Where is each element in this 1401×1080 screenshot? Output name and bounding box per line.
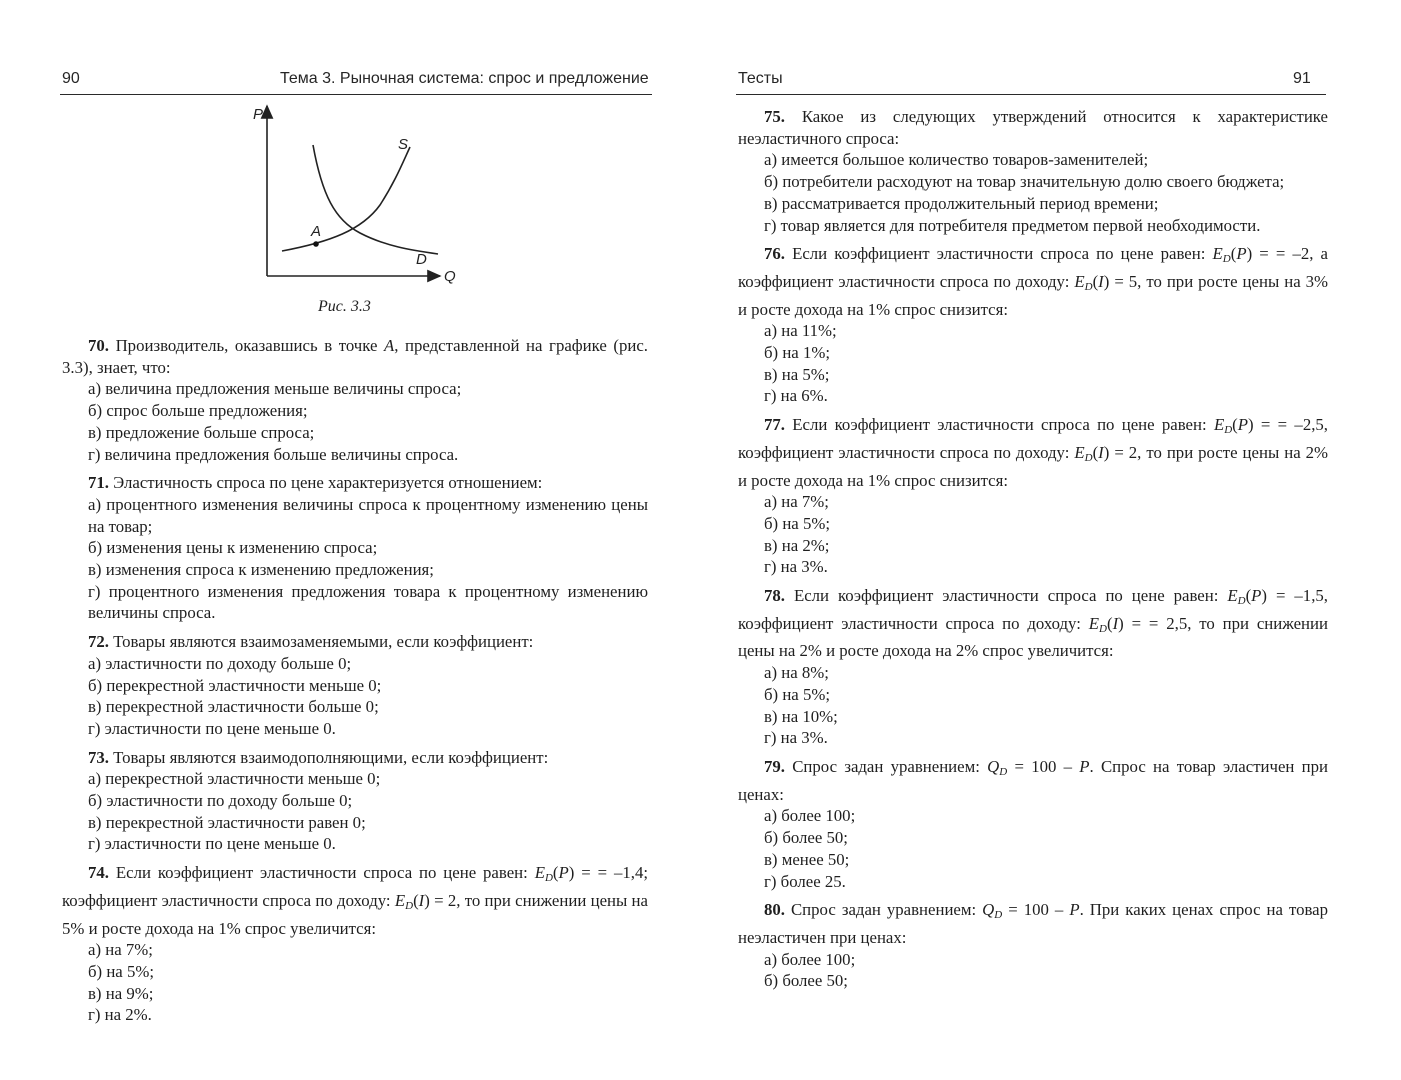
question-stem: 76. Если коэффициент эластичности спроса по цене равен: $E_D(P)$ = = –2, а коэффициент эластичности спроса по доходу: $E_D(I) = 5$, то при росте цены на 3% и росте дохода на 1% спрос снизится: — [738, 244, 1328, 319]
answer-option: г) более 25. — [764, 871, 846, 891]
answer-option: а) на 7%; — [764, 492, 829, 512]
answer-option: г) эластичности по цене меньше 0. — [88, 834, 336, 854]
question-77 — [738, 414, 1328, 578]
answer-option: в) изменения спроса к изменению предложения; — [88, 560, 434, 580]
header-rule — [736, 94, 1326, 95]
answer-option: г) на 6%. — [764, 386, 828, 406]
question-stem: 74. Если коэффициент эластичности спроса по цене равен: $E_D(P)$ = = –1,4; коэффициент эластичности спроса по доходу: $E_D(I) = 2$, то при снижении цены на 5% и росте дохода на 1% спрос увеличится: — [62, 863, 648, 938]
answer-option: б) на 5%; — [764, 684, 830, 704]
question-80 — [738, 899, 1328, 992]
answer-option: в) на 2%; — [764, 535, 830, 555]
question-stem: 71. Эластичность спроса по цене характеризуется отношением: — [88, 473, 543, 493]
question-stem: 78. Если коэффициент эластичности спроса по цене равен: $E_D(P) = -1,5$, коэффициент эластичности спроса по доходу: $E_D(I)$ = = 2,5, то при снижении цены на 2% и росте дохода на 2% спрос увеличится: — [738, 586, 1328, 661]
answer-option: г) величина предложения больше величины спроса. — [88, 444, 459, 464]
answer-option: б) более 50; — [764, 828, 848, 848]
answer-option: а) имеется большое количество товаров-заменителей; — [764, 150, 1149, 170]
answer-option: а) эластичности по доходу больше 0; — [88, 653, 352, 673]
answer-option: г) на 3%. — [764, 557, 828, 577]
header-rule — [60, 94, 652, 95]
figure-caption: Рис. 3.3 — [318, 298, 371, 315]
answer-option: б) на 1%; — [764, 343, 830, 363]
answer-option: а) величина предложения меньше величины спроса; — [88, 379, 462, 399]
question-stem: 79. Спрос задан уравнением: $Q_D = 100 - P$. Спрос на товар эластичен при ценах: — [738, 756, 1328, 804]
axis-label-p: P — [253, 106, 264, 123]
answer-option: б) спрос больше предложения; — [88, 401, 308, 421]
question-stem: 73. Товары являются взаимодополняющими, если коэффициент: — [88, 747, 549, 767]
answer-option: а) более 100; — [764, 949, 856, 969]
question-70 — [62, 335, 648, 465]
question-number: 70. — [88, 336, 109, 355]
question-stem: 70. Производитель, оказавшись в точке A, представленной на графике (рис. 3.3), знает, что: — [62, 336, 648, 377]
supply-demand-figure — [240, 100, 500, 290]
answer-option: б) перекрестной эластичности меньше 0; — [88, 675, 382, 695]
axis-label-q: Q — [444, 268, 456, 285]
answer-option: г) товар является для потребителя предметом первой необходимости. — [764, 215, 1261, 235]
answer-option: в) перекрестной эластичности равен 0; — [88, 812, 366, 832]
answer-option: г) на 3%. — [764, 728, 828, 748]
question-number: 73. — [88, 747, 109, 767]
question-number: 75. — [764, 107, 785, 126]
running-head: Тесты — [738, 70, 783, 87]
answer-option: а) перекрестной эластичности меньше 0; — [88, 769, 381, 789]
answer-option: г) эластичности по цене меньше 0. — [88, 718, 336, 738]
question-76 — [738, 243, 1328, 407]
answer-option: а) процентного изменения величины спроса к процентному изменению цены на товар; — [88, 494, 648, 536]
answer-option: б) на 5%; — [764, 513, 830, 533]
question-74 — [62, 862, 648, 1026]
question-number: 80. — [764, 900, 785, 920]
right-page — [700, 0, 1401, 1080]
answer-option: б) изменения цены к изменению спроса; — [88, 538, 378, 558]
left-questions — [62, 335, 648, 1026]
supply-curve — [282, 147, 410, 251]
answer-option: а) на 11%; — [764, 321, 837, 341]
answer-option: а) на 7%; — [88, 940, 153, 960]
question-number: 72. — [88, 632, 109, 652]
question-71 — [62, 472, 648, 624]
left-page — [0, 0, 700, 1080]
answer-option: а) более 100; — [764, 806, 856, 826]
point-label-a: A — [311, 223, 322, 240]
page-number: 90 — [62, 70, 80, 87]
answer-option: в) менее 50; — [764, 849, 850, 869]
question-79 — [738, 756, 1328, 892]
question-stem: 72. Товары являются взаимозаменяемыми, если коэффициент: — [88, 632, 534, 652]
answer-option: б) более 50; — [764, 971, 848, 991]
curve-label-s: S — [398, 136, 409, 153]
answer-option: в) на 5%; — [764, 364, 830, 384]
question-number: 74. — [88, 863, 109, 883]
answer-option: а) на 8%; — [764, 663, 829, 683]
answer-option: б) потребители расходуют на товар значительную долю своего бюджета; — [764, 172, 1285, 192]
answer-option: в) на 9%; — [88, 983, 154, 1003]
question-number: 78. — [764, 586, 785, 606]
answer-option: г) процентного изменения предложения товара к процентному изменению величины спроса. — [88, 581, 648, 623]
curve-label-d: D — [416, 251, 427, 268]
page-number: 91 — [1293, 70, 1311, 87]
question-number: 79. — [764, 756, 785, 776]
question-stem: 80. Спрос задан уравнением: $Q_D = 100 - P$. При каких ценах спрос на товар неэластичен при ценах: — [738, 900, 1329, 947]
question-number: 77. — [764, 415, 785, 435]
answer-option: б) на 5%; — [88, 961, 154, 981]
question-78 — [738, 585, 1328, 749]
answer-option: б) эластичности по доходу больше 0; — [88, 791, 353, 811]
question-number: 71. — [88, 473, 109, 493]
question-75 — [738, 106, 1328, 236]
right-questions — [738, 106, 1328, 992]
answer-option: в) предложение больше спроса; — [88, 422, 315, 442]
answer-option: в) рассматривается продолжительный период времени; — [764, 193, 1159, 213]
question-number: 76. — [764, 244, 785, 264]
point-a-marker — [313, 241, 319, 247]
question-stem: 75. Какое из следующих утверждений относится к характеристике неэластичного спроса: — [738, 107, 1328, 148]
running-head: Тема 3. Рыночная система: спрос и предложение — [280, 70, 649, 87]
answer-option: в) на 10%; — [764, 706, 838, 726]
answer-option: г) на 2%. — [88, 1005, 152, 1025]
answer-option: в) перекрестной эластичности больше 0; — [88, 697, 379, 717]
question-72 — [62, 631, 648, 740]
question-73 — [62, 747, 648, 856]
question-stem: 77. Если коэффициент эластичности спроса по цене равен: $E_D(P)$ = = –2,5, коэффициент эластичности спроса по доходу: $E_D(I) = 2$, то при росте цены на 2% и росте дохода на 1% спрос снизится: — [738, 415, 1328, 490]
